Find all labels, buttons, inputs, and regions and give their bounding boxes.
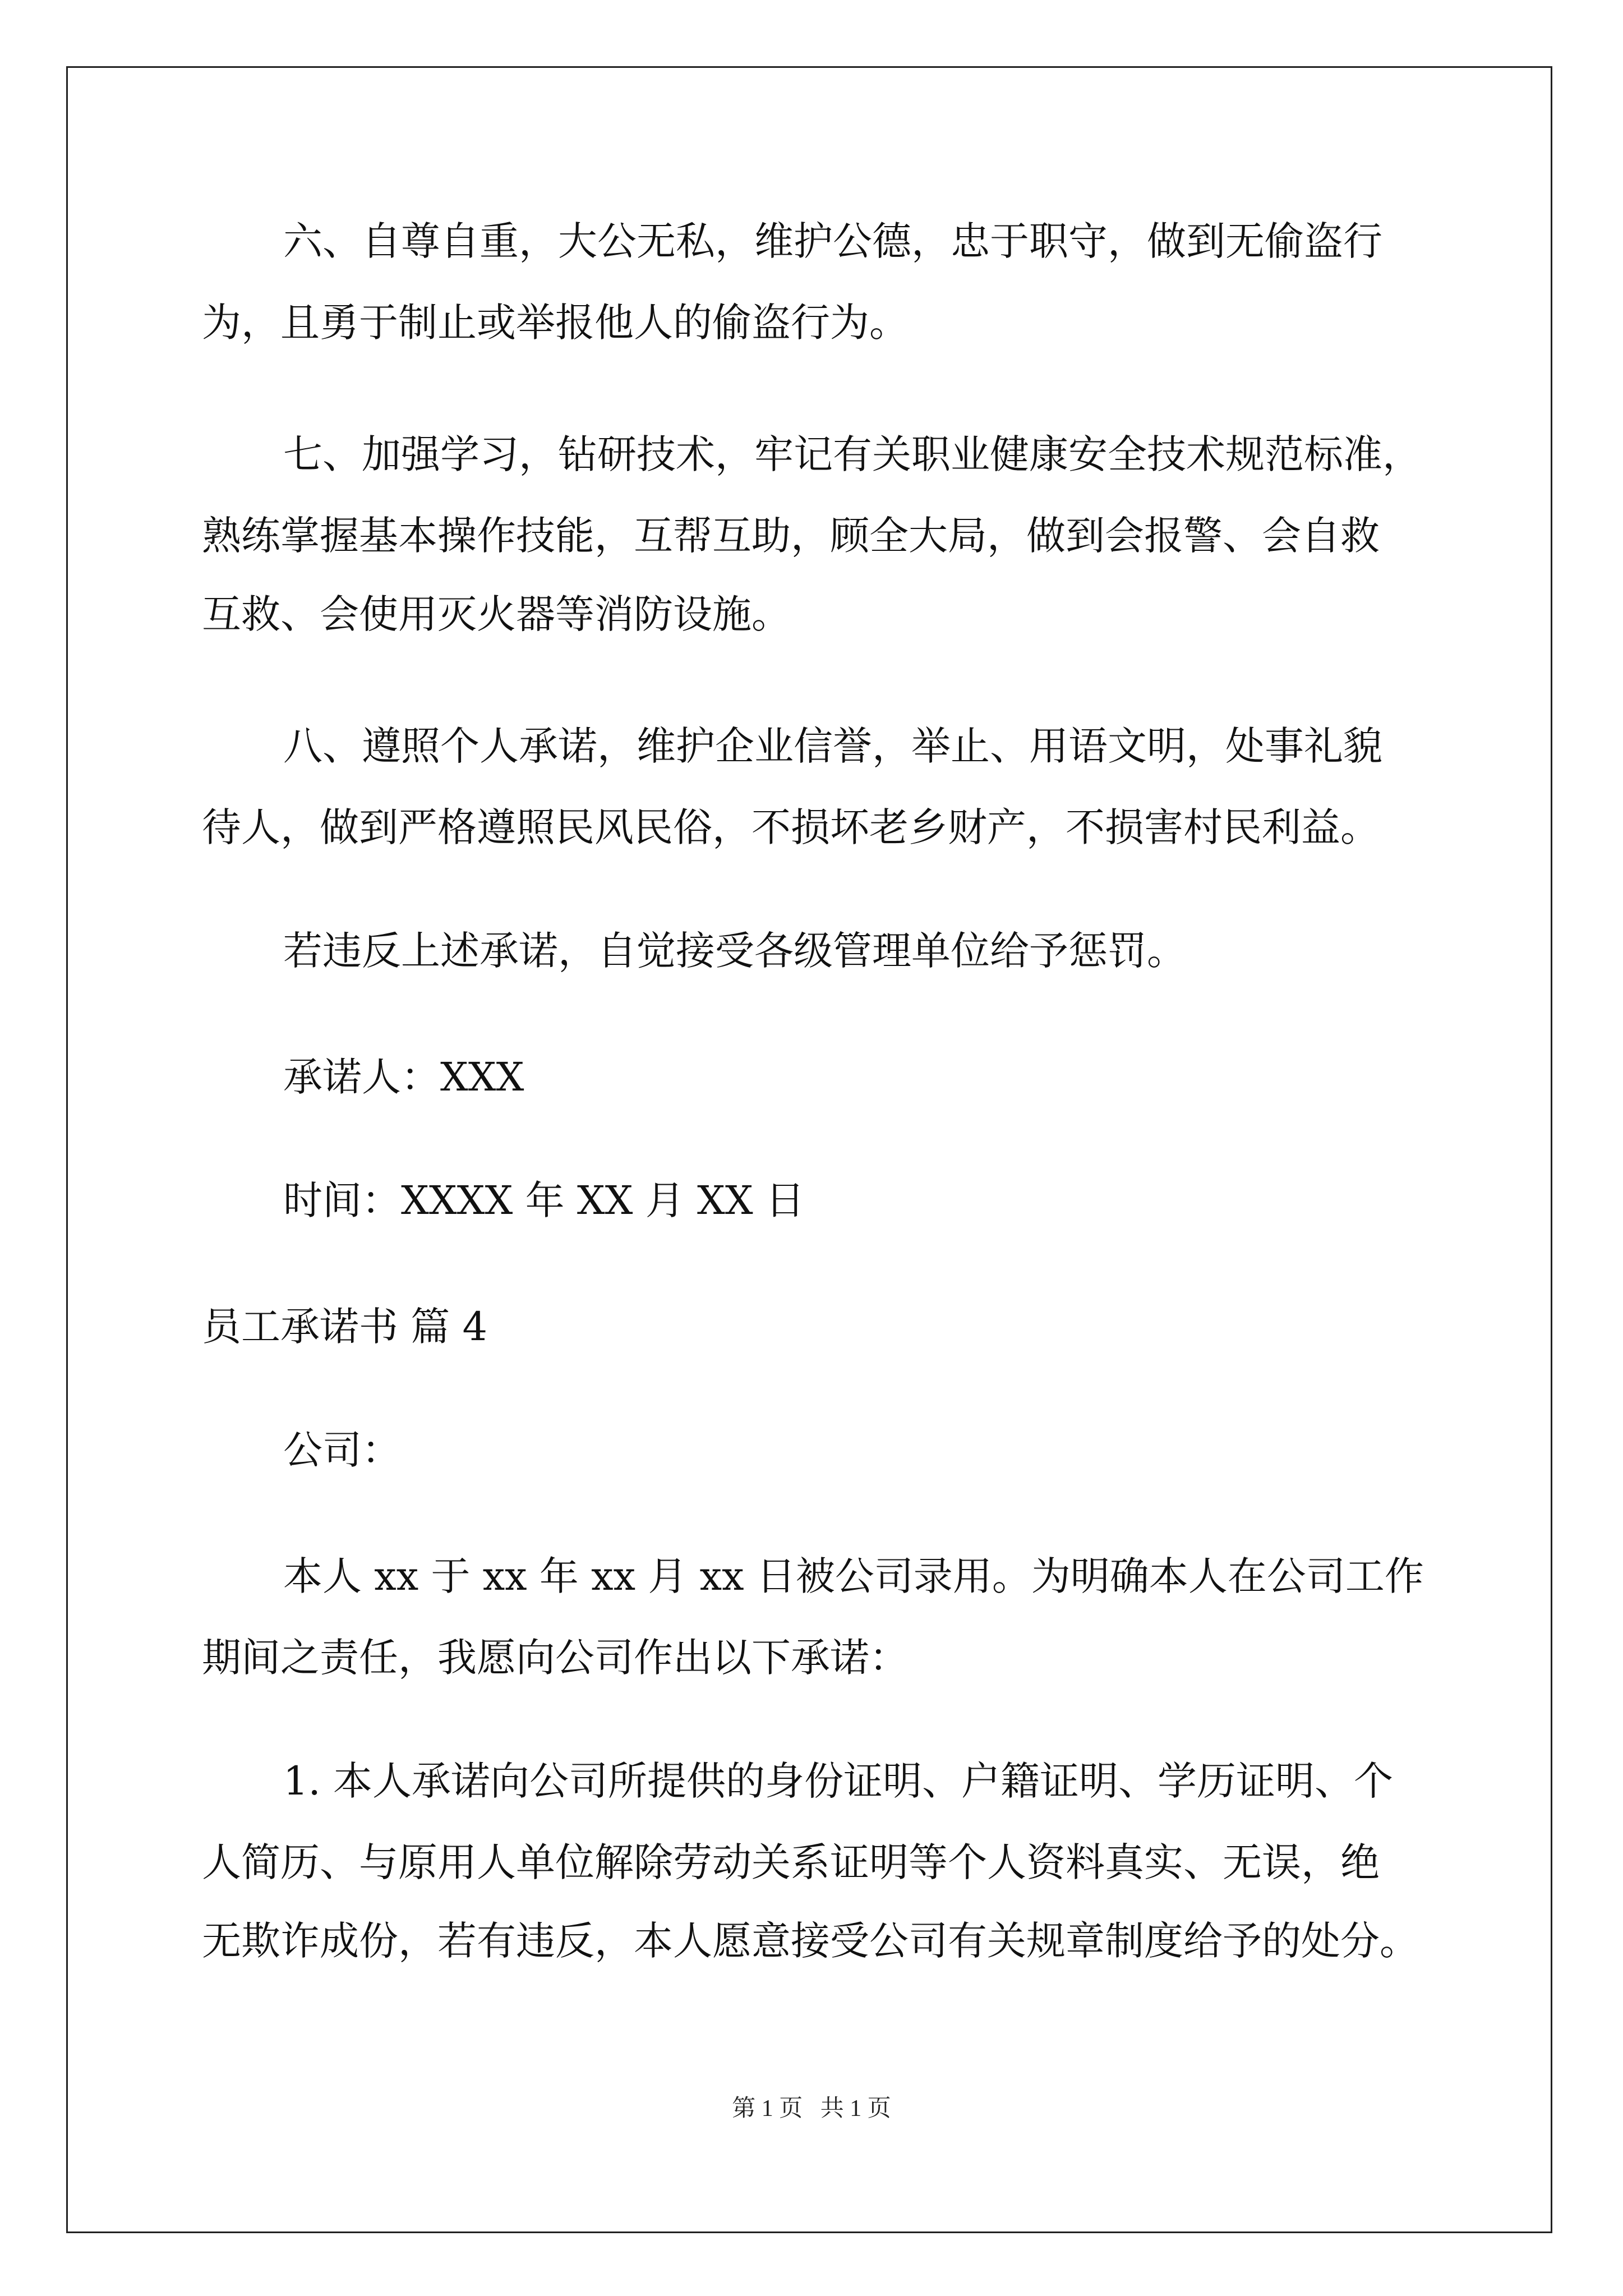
clause-one-line-3: 无欺诈成份，若有违反，本人愿意接受公司有关规章制度给予的处分。 — [202, 1918, 1419, 1964]
signatory-line: 承诺人：XXX — [283, 1054, 524, 1100]
paragraph-eight-line-1: 八、遵照个人承诺，维护企业信誉，举止、用语文明，处事礼貌 — [283, 723, 1382, 769]
intro-line-1: 本人 xx 于 xx 年 xx 月 xx 日被公司录用。为明确本人在公司工作 — [283, 1553, 1424, 1599]
section-heading: 员工承诺书 篇 4 — [202, 1304, 488, 1350]
date-line: 时间：XXXX 年 XX 月 XX 日 — [283, 1177, 805, 1223]
paragraph-six-line-2: 为，且勇于制止或举报他人的偷盗行为。 — [202, 300, 909, 346]
paragraph-seven-line-3: 互救、会使用灭火器等消防设施。 — [202, 591, 791, 637]
paragraph-seven-line-1: 七、加强学习，钻研技术，牢记有关职业健康安全技术规范标准， — [283, 431, 1422, 477]
paragraph-six-line-1: 六、自尊自重，大公无私，维护公德，忠于职守，做到无偷盗行 — [283, 218, 1382, 264]
clause-one-line-1: 1. 本人承诺向公司所提供的身份证明、户籍证明、学历证明、个 — [283, 1758, 1394, 1804]
salutation: 公司： — [283, 1427, 401, 1473]
intro-line-2: 期间之责任，我愿向公司作出以下承诺： — [202, 1635, 909, 1681]
paragraph-eight-line-2: 待人，做到严格遵照民风民俗，不损坏老乡财产，不损害村民利益。 — [202, 804, 1380, 850]
page-border — [66, 66, 1552, 2233]
paragraph-seven-line-2: 熟练掌握基本操作技能，互帮互助，顾全大局，做到会报警、会自救 — [202, 513, 1380, 559]
page-number-footer: 第 1 页 共 1 页 — [732, 2096, 891, 2122]
violation-statement: 若违反上述承诺，自觉接受各级管理单位给予惩罚。 — [283, 928, 1186, 974]
clause-one-line-2: 人简历、与原用人单位解除劳动关系证明等个人资料真实、无误，绝 — [202, 1839, 1380, 1885]
